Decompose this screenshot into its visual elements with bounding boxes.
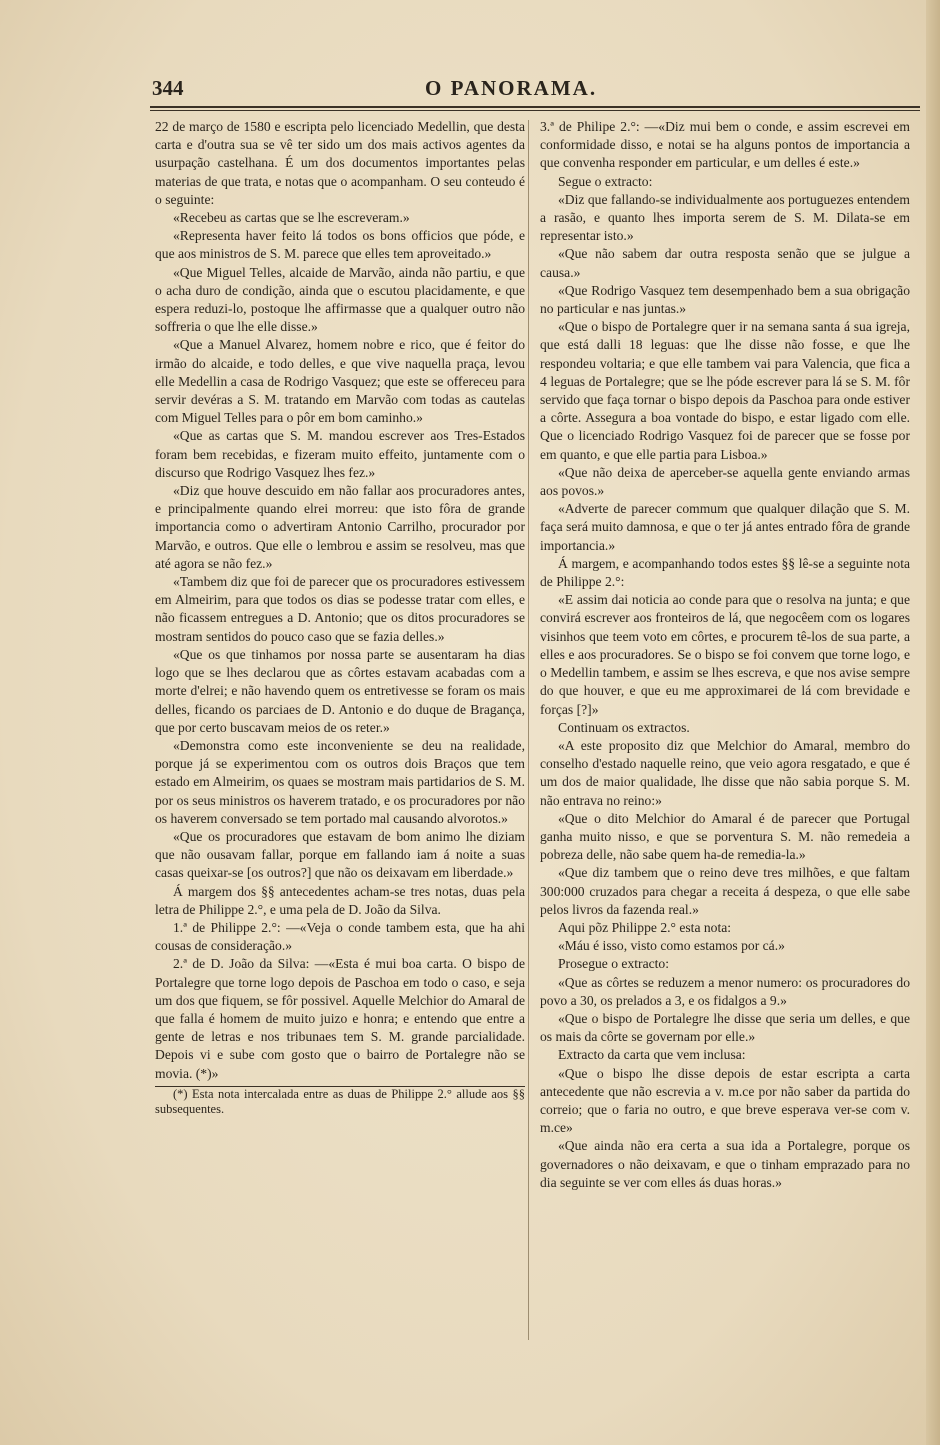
page-edge bbox=[926, 0, 940, 1445]
footnote: (*) Esta nota intercalada entre as duas de Philippe 2.° allude aos §§ subsequentes. bbox=[155, 1086, 525, 1116]
paragraph: Continuam os extractos. bbox=[558, 719, 690, 735]
paragraph: 22 de março de 1580 e escripta pelo licenciado Medellin, que desta carta e d'outra sua se vê ter sido um dos mais activos agentes da usurpação castelhana. É um dos documentos importantes pelas materias de que trata, e notas que o acompanham. O seu conteudo é o seguinte: bbox=[155, 119, 525, 207]
paragraph: Á margem dos §§ antecedentes acham-se tres notas, duas pela letra de Philippe 2.°, e uma pela de D. João da Silva. bbox=[155, 883, 525, 917]
paragraph: «E assim dai noticia ao conde para que o resolva na junta; e que convirá escrever aos fronteiros de lá, que negocêem com os logares visinhos que teem voto em côrtes, e procurem tê-los de sua parte, a elles e aos procuradores. Se o bispo se foi convem que torne logo, e o Medellin tambem, e assim se lhes escreva, e que nos avise sempre do que houver, e que eu me approximarei de lá com brevidade e forças [?]» bbox=[540, 592, 910, 717]
paragraph: Á margem, e acompanhando todos estes §§ lê-se a seguinte nota de Philippe 2.°: bbox=[540, 555, 910, 590]
page-number: 344 bbox=[152, 76, 184, 100]
paragraph: «Recebeu as cartas que se lhe escreveram.» bbox=[173, 210, 410, 226]
paragraph: Segue o extracto: bbox=[558, 173, 653, 189]
paragraph: «Tambem diz que foi de parecer que os procuradores estivessem em Almeirim, para que todos os dias se podesse tratar com elles, e não ficassem entregues a D. Antonio; que os ditos procuradores se mostram sentidos do pouco caso que se fazia delles.» bbox=[155, 574, 525, 644]
paragraph: 1.ª de Philippe 2.°: —«Veja o conde tambem esta, que ha ahi cousas de consideração.» bbox=[155, 919, 525, 954]
page-header bbox=[150, 74, 928, 104]
paragraph: «Que o bispo lhe disse depois de estar escripta a carta antecedente que não escrevia a v. m.ce por não saber da partida do correio; que o faria no outro, e que breve esperava ver-se com v. m.ce» bbox=[540, 1065, 910, 1136]
paragraph: «Que diz tambem que o reino deve tres milhões, e que faltam 300:000 cruzados para chegar a receita á despeza, o que elle sabe pelos livros da fazenda real.» bbox=[540, 865, 910, 917]
header-rule-thin bbox=[150, 110, 920, 111]
right-column bbox=[540, 118, 910, 1192]
paragraph: «Diz que fallando-se individualmente aos portuguezes entendem a rasão, e quanto lhes importa serem de S. M. Dilata-se em representar isto.» bbox=[540, 191, 910, 244]
paragraph: «Que o dito Melchior do Amaral é de parecer que Portugal ganha muito nisso, e que se porventura S. M. não remedeia a pobreza delle, não sabe quem ha-de remedia-la.» bbox=[540, 810, 910, 863]
paragraph: «Que os procuradores que estavam de bom animo lhe diziam que não ousavam fallar, porque em fallando iam á noite a suas casas queixar-se [os outros?] que não os deixavam em liberdade.» bbox=[155, 828, 525, 881]
journal-title: O PANORAMA. bbox=[425, 76, 598, 100]
paragraph: «Que não deixa de aperceber-se aquella gente enviando armas aos povos.» bbox=[540, 464, 910, 499]
paragraph: «Máu é isso, visto como estamos por cá.» bbox=[558, 938, 785, 954]
paragraph: «Que o bispo de Portalegre lhe disse que seria um delles, e que os mais da côrte se governam por elle.» bbox=[540, 1010, 910, 1045]
header-rule-thick bbox=[150, 106, 920, 108]
paragraph: «Que não sabem dar outra resposta senão que se julgue a causa.» bbox=[540, 246, 910, 280]
paragraph: «Demonstra como este inconveniente se deu na realidade, porque já se experimentou com os outros dois Braços que tem estado em Almeirim, os quaes se mostram mais partidarios de S. M. por os seus ministros os haverem tratado, e os procuradores por não os haverem conversado se tem portado mal causando alvorotos.» bbox=[155, 737, 525, 826]
paragraph: «Que Miguel Telles, alcaide de Marvão, ainda não partiu, e que o acha duro de condição, ainda que o escutou placidamente, e que espera reduzi-lo, postoque lhe affirmasse que a qualquer outro não soffreria o que lhe elle disse.» bbox=[155, 264, 525, 335]
paragraph: Extracto da carta que vem inclusa: bbox=[558, 1047, 746, 1063]
paragraph: «Que os que tinhamos por nossa parte se ausentaram ha dias logo que se lhes declarou que as côrtes estavam acabadas com a morte d'elrei; e não havendo quem os entretivesse se foram os mais delles, ficando os parciaes de D. Antonio e do duque de Bragança, que por certo buscavam meios de os reter.» bbox=[155, 646, 525, 735]
paragraph: «Que ainda não era certa a sua ida a Portalegre, porque os governadores o não deixavam, e que o tinham emprazado para no dia seguinte se ver com elles ás duas horas.» bbox=[540, 1138, 910, 1190]
paragraph: «Representa haver feito lá todos os bons officios que póde, e que aos ministros de S. M. parece que elles tem aproveitado.» bbox=[155, 228, 525, 262]
column-divider bbox=[528, 120, 529, 1340]
paragraph: «Que a Manuel Alvarez, homem nobre e rico, que é feitor do irmão do alcaide, e todo delles, e que vive naquella praça, levou elle Medellin a casa de Rodrigo Vasquez; que este se offereceu para servir devéras a S. M. tratando em Marvão com todas as cautelas com Miguel Telles para o pôr em bom caminho.» bbox=[155, 337, 525, 426]
left-column bbox=[155, 118, 525, 1117]
paragraph: «Que o bispo de Portalegre quer ir na semana santa á sua igreja, que está dalli 18 leguas: que lhe disse não fosse, e que lhe respondeu voltaria; e que elle tambem vai para Valencia, que fica a 4 leguas de Portalegre; que se lhe póde escrever para lá se S. M. fôr servido que faça tornar o bispo depois da Paschoa para onde estiver a côrte. Assegura a boa vontade do bispo, e estar ligado com elle. Que o licenciado Rodrigo Vasquez foi de parecer que se fosse por em quanto, e que elle partia para Lisboa.» bbox=[540, 319, 910, 462]
paragraph: Prosegue o extracto: bbox=[558, 956, 669, 972]
paragraph: 3.ª de Philipe 2.°: —«Diz mui bem o conde, e assim escrevei em conformidade disso, e notai se ha alguns pontos de importancia a que convenha responder em particular, e um delles é este.» bbox=[540, 119, 910, 171]
paragraph: Aqui põz Philippe 2.° esta nota: bbox=[558, 919, 732, 935]
paragraph: «Diz que houve descuido em não fallar aos procuradores antes, e principalmente quando elrei morreu: que isto fôra de grande importancia como o advertiram Antonio Carrilho, procurador por Marvão, e outros. Que elle o lembrou e assim se resolveu, mas que até agora se não fez.» bbox=[155, 483, 525, 571]
paragraph: «Que Rodrigo Vasquez tem desempenhado bem a sua obrigação no particular e nas juntas.» bbox=[540, 282, 910, 317]
paragraph: 2.ª de D. João da Silva: —«Esta é mui boa carta. O bispo de Portalegre que torne logo depois de Paschoa em todo o caso, e seja um dos que fiquem, se fôr possivel. Aquelle Melchior do Amaral de que falla é homem de muito juizo e honra; e entendo que entre a gente de letras e nos tribunaes tem S. M. grande parcialidade. Depois vi e sube com gosto que o bairro de Portalegre não se movia. (*)» bbox=[155, 956, 525, 1081]
paragraph: «Que as cartas que S. M. mandou escrever aos Tres-Estados foram bem recebidas, e fizeram muito effeito, juntamente com o discurso que Rodrigo Vasquez lhes fez.» bbox=[155, 428, 525, 480]
paragraph: «A este proposito diz que Melchior do Amaral, membro do conselho d'estado naquelle reino, que veio agora resgatado, e que é um dos de maior qualidade, lhe disse que não sabia porque S. M. não entrava no reino:» bbox=[540, 737, 910, 808]
paragraph: «Que as côrtes se reduzem a menor numero: os procuradores do povo a 30, os prelados a 3, e os fidalgos a 9.» bbox=[540, 974, 910, 1008]
paragraph: «Adverte de parecer commum que qualquer dilação que S. M. faça será muito damnosa, e que o ter já antes entrado fôra de grande importancia.» bbox=[540, 501, 910, 553]
